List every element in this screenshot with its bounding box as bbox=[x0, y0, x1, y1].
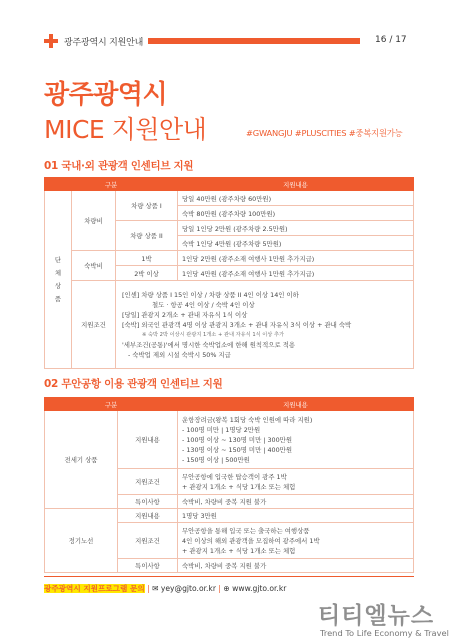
page-header bbox=[0, 0, 457, 52]
header-content-2: 지원내용 bbox=[178, 398, 414, 411]
regular-content: 1명당 3만원 bbox=[178, 509, 414, 523]
section1-table bbox=[44, 177, 414, 369]
charter-content-2: - 100명 미만 | 1명당 2만원 bbox=[182, 425, 261, 434]
page-number: 16 / 17 bbox=[375, 35, 407, 45]
group-label: 단체상품 bbox=[45, 191, 72, 369]
regular-cond-3: + 관광지 1개소 + 식당 1개소 또는 체험 bbox=[182, 546, 296, 555]
regular-cond-1: 무안공항을 통해 입국 또는 출국하는 여행상품 bbox=[182, 526, 310, 535]
car-b-1: 당일 1인당 2만원 (광주차량 2.5만원) bbox=[178, 221, 414, 236]
footer: 광주광역시 지원프로그램 문의 | ✉ yey@gjto.or.kr | ⊕ www.gjto.or.kr bbox=[44, 584, 287, 593]
charter-content-5: - 150명 이상 | 500만원 bbox=[182, 455, 250, 464]
footer-inquiry: 광주광역시 지원프로그램 문의 bbox=[44, 584, 145, 593]
regular-label: 정기노선 bbox=[45, 509, 118, 573]
watermark-brand: 티티엘뉴스 bbox=[318, 603, 435, 629]
charter-content bbox=[178, 411, 414, 469]
hashtags: #GWANGJU #PLUSCITIES #중복지원가능 bbox=[246, 128, 403, 138]
cond-3: [숙박] 외국인 관광객 4명 이상 관광지 3개소 + 관내 자유식 3식 이상 + 관내 숙박 bbox=[122, 320, 352, 329]
regular-cond-2: 4인 이상의 해외 관광객을 모집하여 광주에서 1박 bbox=[182, 536, 320, 545]
charter-cond-1: 무안공항에 입국한 탑승객이 광주 1박 bbox=[182, 472, 287, 481]
charter-content-4: - 130명 이상 ~ 150명 미만 | 400만원 bbox=[182, 445, 293, 454]
car-a-2: 숙박 80만원 (광주차량 100만원) bbox=[178, 206, 414, 221]
footer-divider bbox=[44, 576, 414, 577]
header-category-2: 구분 bbox=[45, 398, 178, 411]
cond-label: 지원조건 bbox=[72, 281, 116, 369]
footer-email[interactable]: yey@gjto.or.kr bbox=[160, 584, 216, 593]
car-label: 차량비 bbox=[72, 191, 116, 251]
cond-3b: ※ 숙박 2박 이상시 관광지 1개소 + 관내 자유식 1식 이상 추가 bbox=[142, 331, 284, 338]
globe-icon: ⊕ bbox=[223, 584, 230, 593]
car-b-label: 차량 상품 II bbox=[116, 221, 178, 251]
cond-2: [당일] 관광지 2개소 + 관내 자유식 1식 이상 bbox=[122, 310, 248, 319]
regular-content-label: 지원내용 bbox=[118, 509, 178, 523]
stay-label: 숙박비 bbox=[72, 251, 116, 281]
car-a-label: 차량 상품 I bbox=[116, 191, 178, 221]
stay-b-1: 1인당 4만원 (광주소재 여행사 1만원 추가지급) bbox=[178, 266, 414, 281]
charter-cond-2: + 관광지 1개소 + 식당 1개소 또는 체험 bbox=[182, 482, 296, 491]
charter-content-1: 운항장려금(왕복 1회당 숙박 인원에 따라 지원) bbox=[182, 415, 313, 424]
car-a-1: 당일 40만원 (광주차량 60만원) bbox=[178, 191, 414, 206]
charter-label: 전세기 상품 bbox=[45, 411, 118, 509]
charter-content-3: - 100명 이상 ~ 130명 미만 | 300만원 bbox=[182, 435, 293, 444]
plus-icon bbox=[44, 34, 58, 48]
regular-note-label: 특이사항 bbox=[118, 559, 178, 573]
mail-icon: ✉ bbox=[152, 584, 159, 593]
stay-a-1: 1인당 2만원 (광주소재 여행사 1만원 추가지급) bbox=[178, 251, 414, 266]
header-content: 지원내용 bbox=[178, 178, 414, 191]
section1-title: 01 국내·외 관광객 인센티브 지원 bbox=[44, 160, 194, 172]
regular-cond-label: 지원조건 bbox=[118, 523, 178, 559]
charter-content-label: 지원내용 bbox=[118, 411, 178, 469]
stay-a-label: 1박 bbox=[116, 251, 178, 266]
regular-note: 숙박비, 차량비 중복 지원 불가 bbox=[178, 559, 414, 573]
cond-content bbox=[116, 281, 414, 369]
watermark-slogan: Trend To Life Economy & Travel bbox=[320, 628, 449, 638]
footer-site[interactable]: www.gjto.or.kr bbox=[232, 584, 287, 593]
section2-table bbox=[44, 397, 414, 573]
header-category: 구분 bbox=[45, 178, 178, 191]
stay-b-label: 2박 이상 bbox=[116, 266, 178, 281]
car-b-2: 숙박 1인당 4만원 (광주차량 5만원) bbox=[178, 236, 414, 251]
section2-title: 02 무안공항 이용 관광객 인센티브 지원 bbox=[44, 378, 223, 390]
cond-1b: 철도 · 항공 4인 이상 / 숙박 4인 이상 bbox=[152, 300, 255, 309]
hero-title: 광주광역시 bbox=[44, 80, 168, 110]
header-bar bbox=[148, 38, 360, 44]
charter-cond bbox=[178, 469, 414, 495]
charter-cond-label: 지원조건 bbox=[118, 469, 178, 495]
cond-1: [인센] 차량 상품 I 15인 이상 / 차량 상품 II 4인 이상 14인 이하 bbox=[122, 290, 299, 299]
charter-note: 숙박비, 차량비 중복 지원 불가 bbox=[178, 495, 414, 509]
cond-4: '세부조건(공통)'에서 명시한 숙박업소에 한해 원칙적으로 적용 bbox=[122, 340, 295, 349]
cond-5: - 숙박업 제외 시설 숙박시 50% 지급 bbox=[128, 350, 231, 359]
regular-cond bbox=[178, 523, 414, 559]
charter-note-label: 특이사항 bbox=[118, 495, 178, 509]
header-title: 광주광역시 지원안내 bbox=[64, 38, 144, 48]
hero-subtitle: MICE 지원안내 bbox=[44, 115, 207, 144]
